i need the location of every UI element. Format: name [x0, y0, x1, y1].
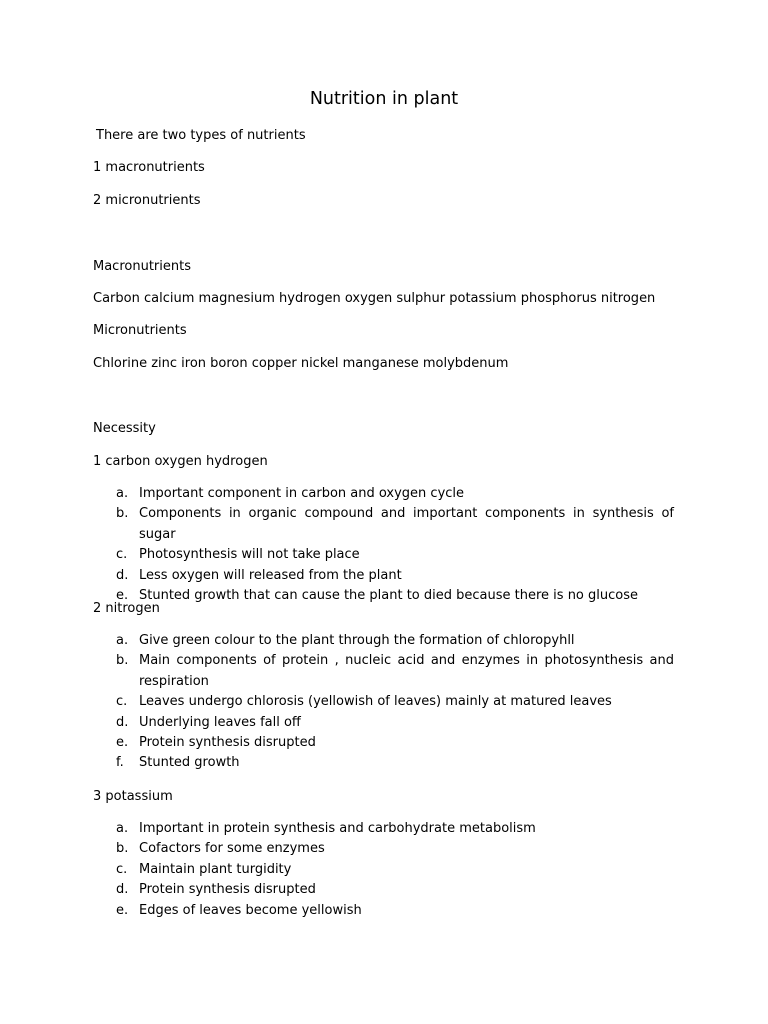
list-marker: e.: [116, 902, 129, 918]
list-item-text: Maintain plant turgidity: [139, 861, 292, 877]
list-marker: f.: [116, 755, 124, 771]
list-item: [93, 692, 674, 712]
list-item: [93, 733, 674, 753]
list-marker: c.: [116, 547, 128, 563]
list-item-text: Main components of protein , nucleic acid and enzymes in photosynthesis and respiration: [139, 653, 674, 689]
list-marker: c.: [116, 694, 128, 710]
list-item-text: Components in organic compound and important components in synthesis of sugar: [139, 506, 674, 542]
list-item: [93, 901, 674, 921]
list-item-text: Underlying leaves fall off: [139, 714, 301, 730]
list-item: [93, 545, 674, 565]
list-item-text: Important in protein synthesis and carbohydrate metabolism: [139, 821, 536, 836]
list-marker: d.: [116, 567, 129, 583]
macronutrients-heading: Macronutrients: [93, 259, 191, 274]
section-list: [93, 631, 674, 774]
micronutrients-heading: Micronutrients: [93, 323, 187, 338]
section-heading: 2 nitrogen: [93, 601, 160, 616]
list-marker: b.: [116, 841, 129, 857]
list-item: [93, 753, 674, 773]
nutrient-type-2: 2 micronutrients: [93, 193, 201, 208]
list-item: [93, 504, 674, 545]
list-item-text: Protein synthesis disrupted: [139, 735, 316, 751]
list-marker: e.: [116, 735, 129, 751]
list-item-text: Give green colour to the plant through the formation of chloropyhll: [139, 633, 575, 648]
list-marker: d.: [116, 882, 129, 898]
list-item-text: Less oxygen will released from the plant: [139, 567, 402, 583]
list-item: [93, 484, 674, 504]
list-item: [93, 819, 674, 839]
list-item-text: Stunted growth: [139, 755, 240, 771]
macronutrients-list: Carbon calcium magnesium hydrogen oxygen sulphur potassium phosphorus nitrogen: [93, 291, 656, 306]
micronutrients-list: Chlorine zinc iron boron copper nickel manganese molybdenum: [93, 356, 509, 371]
necessity-heading: Necessity: [93, 421, 156, 436]
list-item-text: Stunted growth that can cause the plant to died because there is no glucose: [139, 588, 638, 604]
section-heading: 3 potassium: [93, 789, 173, 804]
list-item: [93, 839, 674, 859]
list-marker: a.: [116, 821, 129, 836]
list-item: [93, 713, 674, 733]
section-list: [93, 819, 674, 921]
list-item-text: Photosynthesis will not take place: [139, 547, 360, 563]
section-list: [93, 484, 674, 606]
list-marker: b.: [116, 653, 129, 669]
list-marker: a.: [116, 633, 129, 648]
list-item: [93, 631, 674, 651]
list-item-text: Protein synthesis disrupted: [139, 882, 316, 898]
section-heading: 1 carbon oxygen hydrogen: [93, 454, 268, 469]
intro-text: There are two types of nutrients: [96, 128, 306, 143]
list-item: [93, 860, 674, 880]
list-item: [93, 651, 674, 692]
list-item-text: Leaves undergo chlorosis (yellowish of leaves) mainly at matured leaves: [139, 694, 612, 710]
list-item-text: Important component in carbon and oxygen cycle: [139, 486, 465, 501]
list-marker: a.: [116, 486, 129, 501]
list-marker: e.: [116, 588, 129, 604]
list-marker: b.: [116, 506, 129, 522]
list-marker: d.: [116, 714, 129, 730]
list-item-text: Cofactors for some enzymes: [139, 841, 325, 857]
document-title: Nutrition in plant: [309, 89, 459, 109]
list-item: [93, 586, 674, 606]
list-marker: c.: [116, 861, 128, 877]
list-item: [93, 880, 674, 900]
list-item-text: Edges of leaves become yellowish: [139, 902, 362, 918]
nutrient-type-1: 1 macronutrients: [93, 160, 205, 175]
list-item: [93, 566, 674, 586]
